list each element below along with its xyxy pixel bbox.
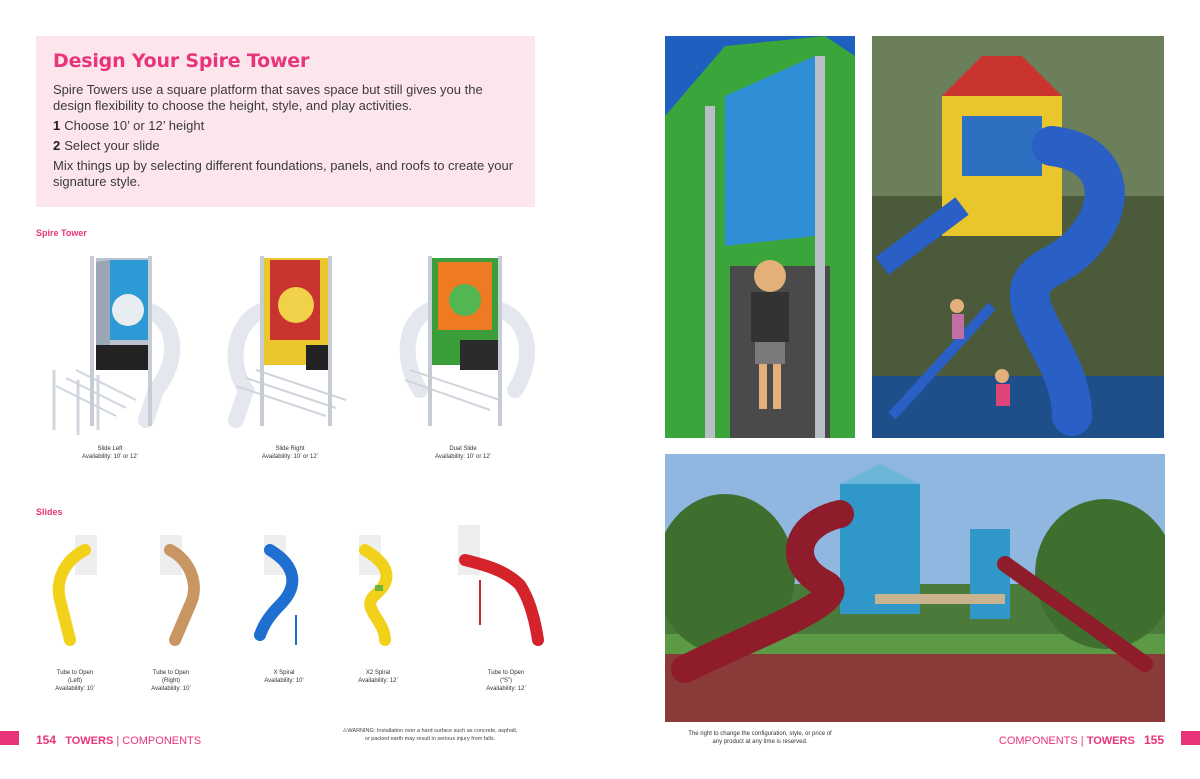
footer-section-right: TOWERS [1086, 735, 1135, 747]
caption-line1: Tube to Open [152, 670, 190, 676]
photo-child-on-tower [665, 36, 855, 438]
caption-availability: Availability: 10’ [55, 686, 95, 692]
caption-slide-right [235, 445, 345, 461]
caption-availability: Availability: 10’ or 12’ [261, 454, 319, 460]
intro-mix-text: Mix things up by selecting different foundations, panels, and roofs to create your signature style. [53, 158, 514, 189]
caption-tube-right [116, 669, 226, 693]
caption-availability: Availability: 10’ or 12’ [81, 454, 139, 460]
step-2 [53, 138, 517, 154]
page-title: Design Your Spire Tower [53, 50, 310, 72]
slide-x2-spiral-image [345, 530, 405, 650]
intro-text: Spire Towers use a square platform that saves space but still gives you the design flexibility to choose the height, style, and play activities. [53, 82, 483, 113]
caption-availability: Availability: 10’ or 12’ [434, 454, 492, 460]
warning-icon: ⚠ [342, 728, 348, 734]
caption-availability: Availability: 12’ [358, 678, 398, 684]
caption-name: Slide Left [97, 446, 123, 452]
slide-tube-left-image [45, 530, 105, 650]
caption-name: Dual Slide [449, 446, 477, 452]
caption-availability: Availability: 10’ [264, 678, 304, 684]
caption-dual-slide [408, 445, 518, 461]
page-number-left: 154 [36, 733, 57, 747]
slide-tube-right-image [150, 530, 210, 650]
warning-line2: or packed earth may result in serious injury from falls. [364, 736, 496, 742]
warning-note [332, 727, 528, 743]
tower-slide-right-image [216, 250, 366, 440]
footer-tab-right [1181, 731, 1200, 745]
photo-blue-spiral-slide [872, 36, 1164, 438]
caption-line1: Tube to Open [487, 670, 525, 676]
caption-line2: (Right) [161, 678, 180, 684]
caption-tube-s [451, 669, 561, 693]
footer-sub-right: COMPONENTS [998, 735, 1078, 747]
caption-line2: (“S”) [500, 678, 512, 684]
tower-slide-left-image [36, 250, 186, 440]
caption-x2-spiral [323, 669, 433, 685]
warning-line1: WARNING: Installation over a hard surface such as concrete, asphalt, [347, 728, 518, 734]
caption-slide-left [55, 445, 165, 461]
caption-line1: Tube to Open [56, 670, 94, 676]
step-label: Select your slide [64, 138, 160, 153]
intro-box [36, 36, 535, 207]
step-number: 2 [53, 138, 61, 153]
step-1 [53, 118, 517, 134]
step-number: 1 [53, 118, 61, 133]
section-label-spire-tower: Spire Tower [36, 228, 87, 238]
slide-x-spiral-image [250, 530, 310, 650]
caption-line1: X2 Spiral [365, 670, 391, 676]
section-label-slides: Slides [36, 507, 63, 517]
footer-section-left: TOWERS [65, 735, 114, 747]
caption-name: Slide Right [275, 446, 305, 452]
tower-dual-slide-image [390, 250, 540, 440]
caption-availability: Availability: 10’ [151, 686, 191, 692]
slide-tube-s-image [450, 520, 550, 650]
footer-tab-left [0, 731, 19, 745]
rights-line2: any product at any time is reserved. [712, 739, 808, 745]
rights-line1: The right to change the configuration, style, or price of [688, 731, 832, 737]
footer-right: COMPONENTS | TOWERS 155 [998, 733, 1164, 747]
photo-red-slide-render [665, 454, 1165, 722]
caption-line2: (Left) [67, 678, 82, 684]
rights-note [680, 730, 840, 746]
caption-availability: Availability: 12’ [486, 686, 526, 692]
caption-line1: X Spiral [273, 670, 295, 676]
footer-left: 154 TOWERS | COMPONENTS [36, 733, 202, 747]
step-label: Choose 10’ or 12’ height [64, 118, 205, 133]
footer-sub-left: COMPONENTS [122, 735, 202, 747]
page-number-right: 155 [1143, 733, 1164, 747]
caption-tube-left [20, 669, 130, 693]
